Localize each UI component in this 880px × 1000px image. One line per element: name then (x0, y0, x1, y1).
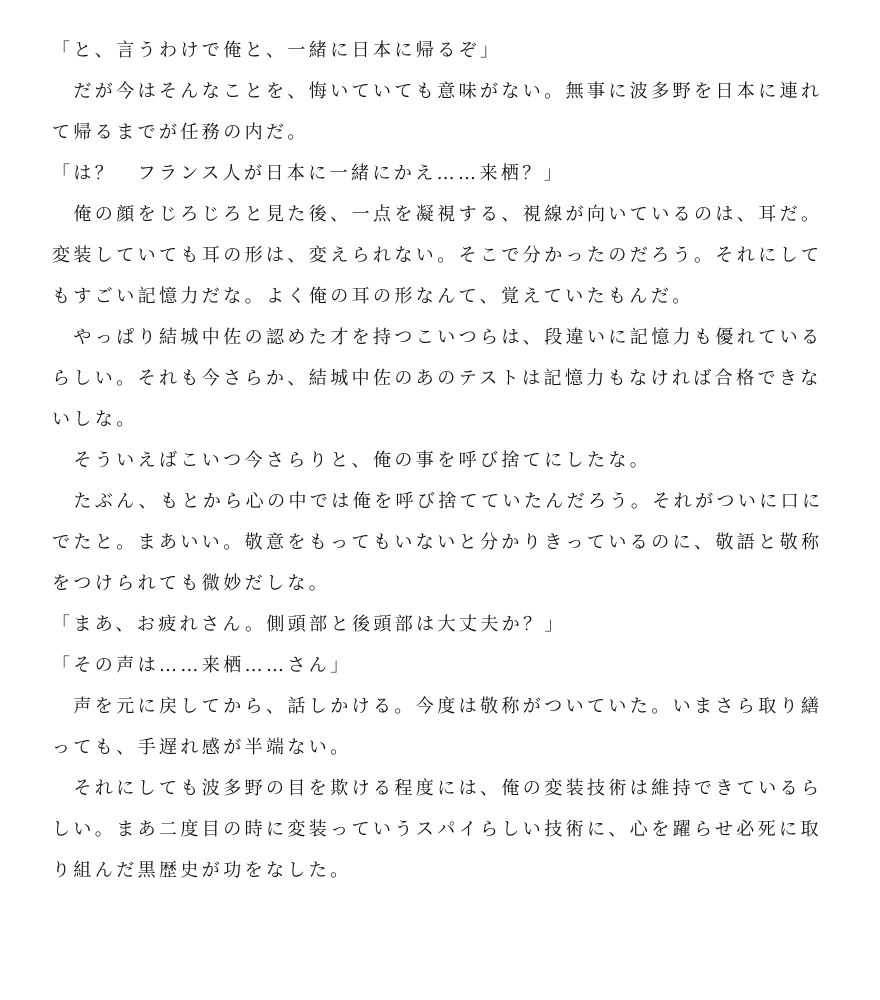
paragraph-6: そういえばこいつ今さらりと、俺の事を呼び捨てにしたな。 (52, 450, 652, 471)
paragraph-2: だが今はそんなことを、悔いていても意味がない。無事に波多野を日本に連れて帰るまでが任務の内だ。 (52, 81, 823, 143)
paragraph-5: やっぱり結城中佐の認めた才を持つこいつらは、段違いに記憶力も優れているらしい。それも今さらか、結城中佐のあのテストは記憶力もなければ合格できないしな。 (52, 327, 823, 430)
paragraph-7: たぶん、もとから心の中では俺を呼び捨てていたんだろう。それがついに口にでたと。まあいい。敬意をもってもいないと分かりきっているのに、敬語と敬称をつけられても微妙だしな。 (52, 491, 824, 594)
paragraph-10: 声を元に戻してから、話しかける。今度は敬称がついていた。いまさら取り繕っても、手遅れ感が半端ない。 (52, 696, 823, 758)
paragraph-3: 「は？ フランス人が日本に一緒にかえ……来栖？」 (52, 163, 566, 184)
paragraph-1: 「と、言うわけで俺と、一緒に日本に帰るぞ」 (52, 40, 502, 61)
paragraph-9: 「その声は……来栖……さん」 (52, 655, 352, 676)
paragraph-11: それにしても波多野の目を欺ける程度には、俺の変装技術は維持できているらしい。まあ二度目の時に変装っていうスパイらしい技術に、心を躍らせ必死に取り組んだ黒歴史が功をなした。 (52, 778, 823, 881)
paragraph-4: 俺の顔をじろじろと見た後、一点を凝視する、視線が向いているのは、耳だ。変装していても耳の形は、変えられない。そこで分かったのだろう。それにしてもすごい記憶力だな。よく俺の耳の形なんて、覚えていたもんだ。 (52, 204, 823, 307)
paragraph-8: 「まあ、お疲れさん。側頭部と後頭部は大丈夫か？」 (52, 614, 566, 635)
